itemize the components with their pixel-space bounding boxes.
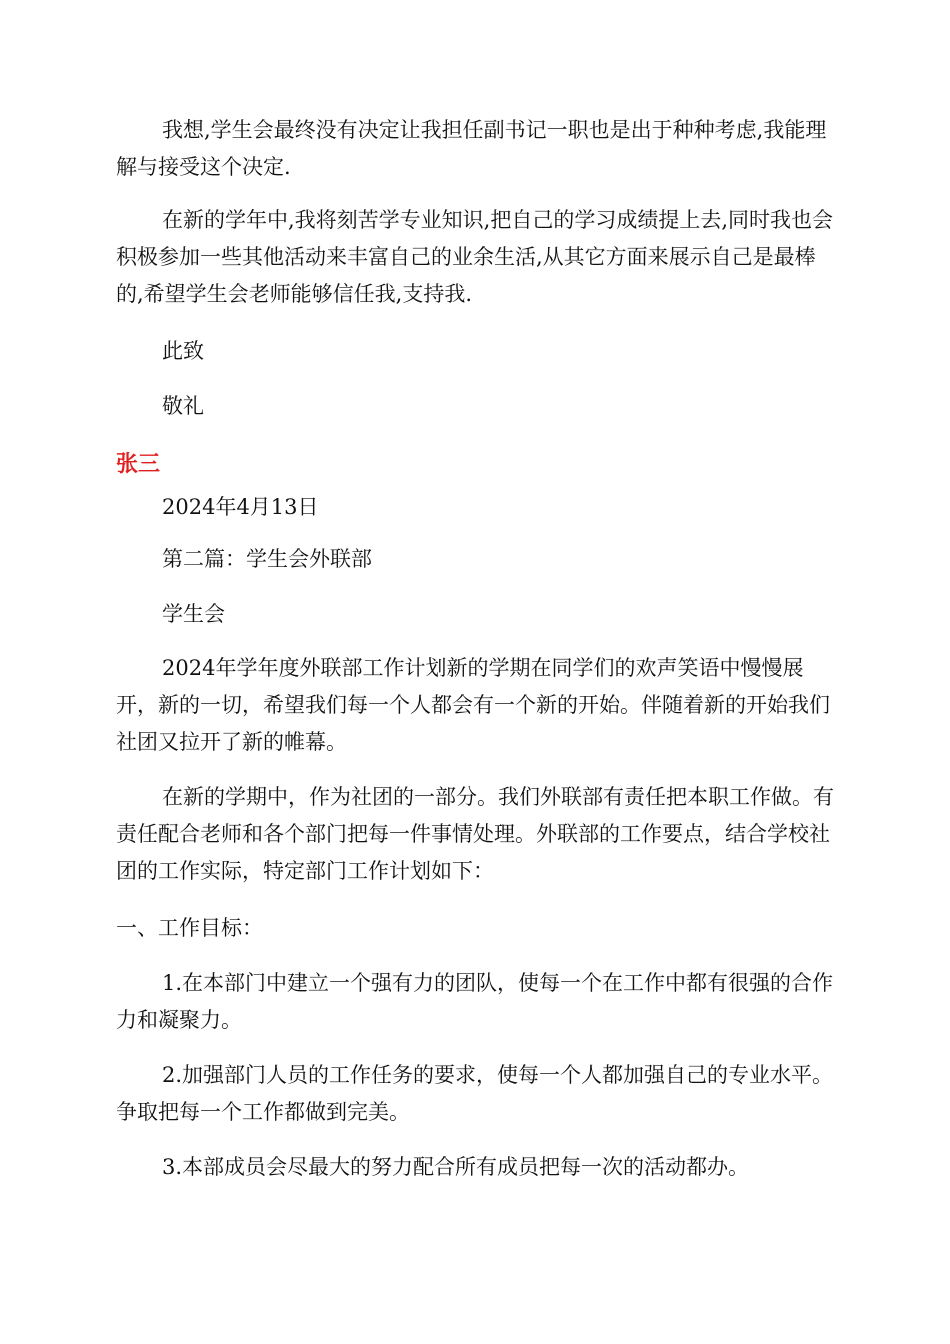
paragraph-decision: 我想,学生会最终没有决定让我担任副书记一职也是出于种种考虑,我能理解与接受这个决定.	[116, 118, 827, 179]
list-item-goal-1: 1.在本部门中建立一个强有力的团队，使每一个在工作中都有很强的合作力和凝聚力。	[116, 971, 834, 1032]
list-item-goal-2: 2.加强部门人员的工作任务的要求，使每一个人都加强自己的专业水平。争取把每一个工作都做到完美。	[116, 1063, 834, 1124]
heading-work-goals: 一、工作目标：	[116, 916, 263, 940]
organization-name: 学生会	[162, 602, 225, 626]
section-title: 第二篇：学生会外联部	[162, 547, 372, 571]
author-name: 张三	[116, 452, 161, 477]
letter-date: 2024年4月13日	[162, 495, 319, 519]
closing-regards: 敬礼	[162, 394, 204, 418]
closing-salutation: 此致	[162, 339, 204, 363]
paragraph-new-year-plan: 在新的学年中,我将刻苦学专业知识,把自己的学习成绩提上去,同时我也会积极参加一些其他活动来丰富自己的业余生活,从其它方面来展示自己是最棒的,希望学生会老师能够信任我,支持我.	[116, 208, 834, 306]
paragraph-responsibility: 在新的学期中，作为社团的一部分。我们外联部有责任把本职工作做。有责任配合老师和各个部门把每一件事情处理。外联部的工作要点，结合学校社团的工作实际，特定部门工作计划如下：	[116, 785, 834, 883]
paragraph-intro: 2024年学年度外联部工作计划新的学期在同学们的欢声笑语中慢慢展开，新的一切，希望我们每一个人都会有一个新的开始。伴随着新的开始我们社团又拉开了新的帷幕。	[116, 656, 830, 754]
list-item-goal-3: 3.本部成员会尽最大的努力配合所有成员把每一次的活动都办。	[162, 1155, 750, 1179]
